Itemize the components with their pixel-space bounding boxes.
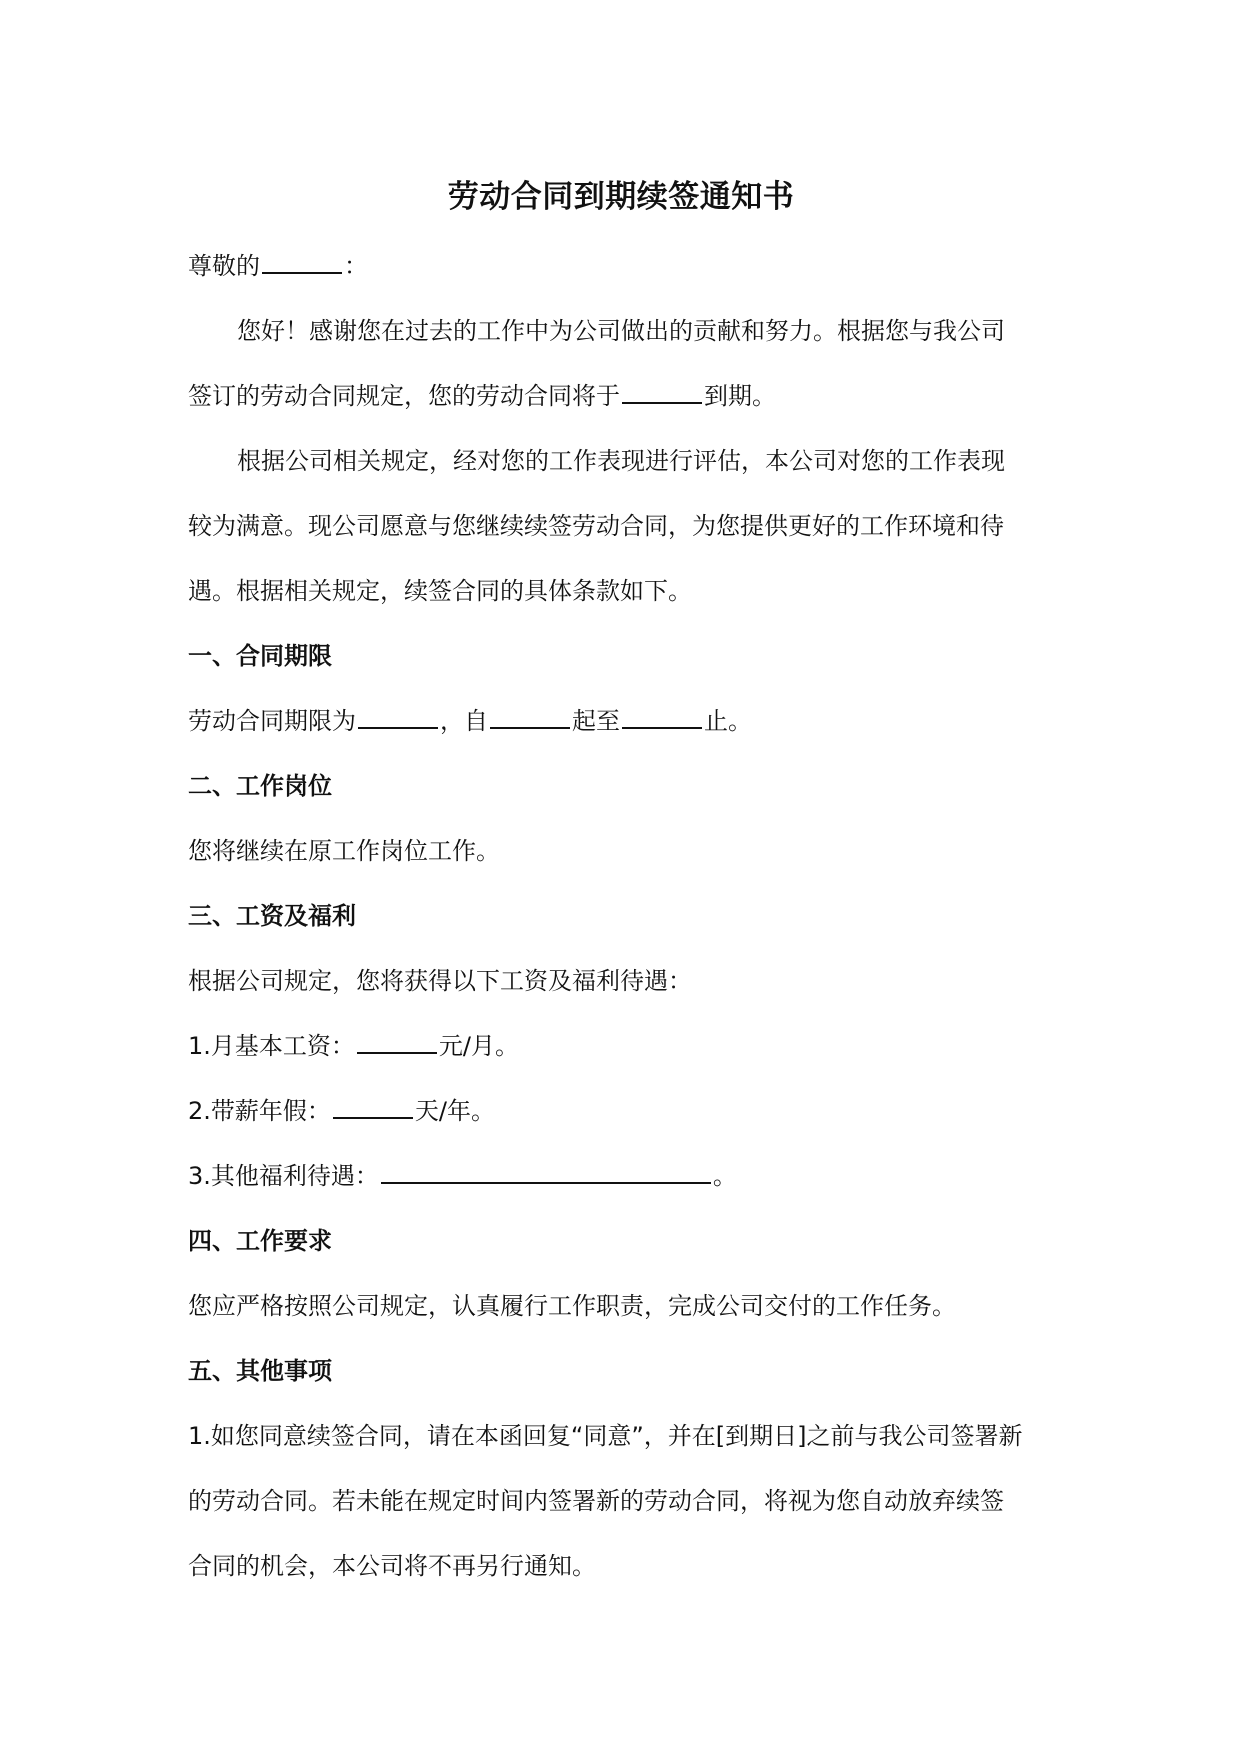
salary-item-3-label: 3.其他福利待遇： — [188, 1162, 379, 1190]
intro-line-2-prefix: 签订的劳动合同规定，您的劳动合同将于 — [188, 382, 620, 410]
intro-line-1: 您好！感谢您在过去的工作中为公司做出的贡献和努力。根据您与我公司 — [237, 317, 1005, 345]
term-start-blank — [490, 705, 570, 729]
term-length-blank — [358, 705, 438, 729]
section-heading-other: 五、其他事项 — [188, 1357, 332, 1385]
term-text — [188, 689, 1054, 754]
evaluation-line-3: 遇。根据相关规定，续签合同的具体条款如下。 — [188, 577, 692, 605]
salary-item-2-label: 2.带薪年假： — [188, 1097, 331, 1125]
salary-text: 根据公司规定，您将获得以下工资及福利待遇： — [188, 967, 692, 995]
salary-item-3-end: 。 — [712, 1162, 737, 1190]
section-heading-salary: 三、工资及福利 — [188, 902, 356, 930]
other-line-2: 的劳动合同。若未能在规定时间内签署新的劳动合同，将视为您自动放弃续签 — [188, 1487, 1004, 1515]
other-line-1: 1.如您同意续签合同，请在本函回复“同意”，并在[到期日]之前与我公司签署新 — [188, 1422, 1023, 1450]
intro-line-2-suffix: 到期。 — [704, 382, 776, 410]
intro-line-2 — [188, 364, 1054, 429]
salutation-suffix: ： — [344, 252, 368, 280]
evaluation-line-2: 较为满意。现公司愿意与您继续续签劳动合同，为您提供更好的工作环境和待 — [188, 512, 1004, 540]
salary-item-1-unit: 元/月。 — [438, 1032, 519, 1060]
section-heading-term: 一、合同期限 — [188, 642, 332, 670]
other-benefits-blank — [381, 1160, 711, 1184]
expiry-date-blank — [622, 380, 702, 404]
document-body — [188, 170, 1054, 1599]
annual-leave-blank — [333, 1095, 413, 1119]
recipient-name-blank — [262, 250, 342, 274]
section-heading-requirements: 四、工作要求 — [188, 1227, 332, 1255]
salutation-prefix: 尊敬的 — [188, 252, 260, 280]
salary-item-1-label: 1.月基本工资： — [188, 1032, 355, 1060]
term-text-suffix: 止。 — [704, 707, 752, 735]
salutation — [188, 234, 1054, 299]
term-text-prefix: 劳动合同期限为 — [188, 707, 356, 735]
salary-item-1 — [188, 1014, 1054, 1079]
section-heading-position: 二、工作岗位 — [188, 772, 332, 800]
term-text-mid1: ，自 — [440, 707, 488, 735]
evaluation-line-1: 根据公司相关规定，经对您的工作表现进行评估，本公司对您的工作表现 — [237, 447, 1005, 475]
requirements-text: 您应严格按照公司规定，认真履行工作职责，完成公司交付的工作任务。 — [188, 1292, 956, 1320]
other-line-3: 合同的机会，本公司将不再另行通知。 — [188, 1552, 596, 1580]
salary-item-2-unit: 天/年。 — [414, 1097, 495, 1125]
term-end-blank — [622, 705, 702, 729]
salary-item-3 — [188, 1144, 1054, 1209]
document-title: 劳动合同到期续签通知书 — [447, 179, 795, 215]
salary-item-2 — [188, 1079, 1054, 1144]
term-text-mid2: 起至 — [572, 707, 620, 735]
base-salary-blank — [357, 1030, 437, 1054]
position-text: 您将继续在原工作岗位工作。 — [188, 837, 500, 865]
